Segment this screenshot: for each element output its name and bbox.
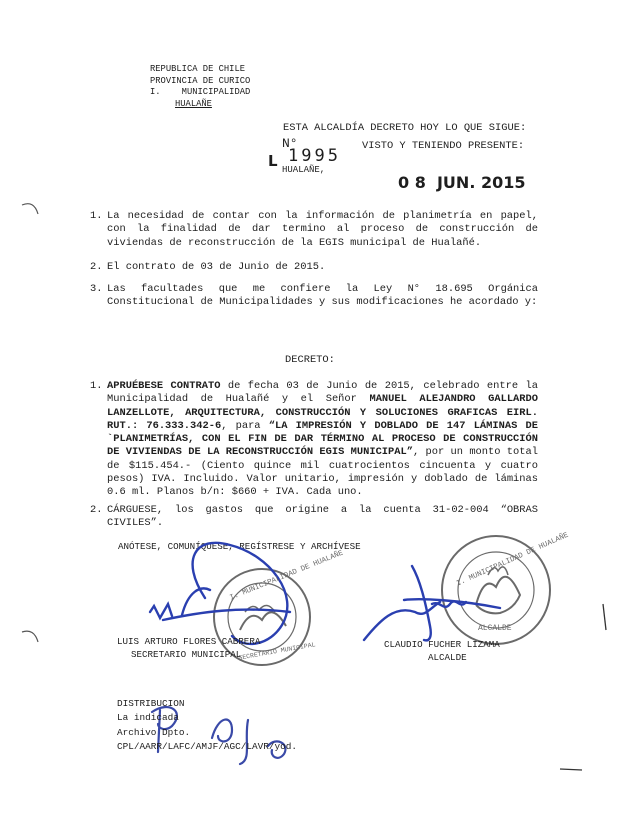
letterhead-municipality: I. MUNICIPALIDAD <box>150 87 251 97</box>
contract-amount-text: , por un monto total de $115.454.- (Ciento quince mil cuatrocientos cincuenta y cuatro pesos) IVA. Incluido. Valor unitario, impresión y doblado de láminas 0.6 ml. Planos b/n: $660 + IVA. Cada uno. <box>107 446 538 499</box>
mayor-title: ALCALDE <box>428 651 467 663</box>
secretary-name: LUIS ARTURO FLORES CABRERA <box>117 636 261 647</box>
anotese-line: ANÓTESE, COMUNÍQUESE, REGÍSTRESE Y ARCHÍVESE <box>118 541 361 552</box>
binder-mark-bottom <box>22 631 38 642</box>
distribution-line: La indicada <box>117 712 179 724</box>
distribution-line: Archivo Dpto. <box>117 726 191 738</box>
consideration-text: Las facultades que me confiere la Ley N° 18.695 Orgánica Constitucional de Municipalidades y sus modificaciones he acordado y: <box>107 283 538 309</box>
contract-date-text: de fecha 03 de Junio de 2015, celebrado entre la Municipalidad de Hualañé y el Señor <box>107 380 538 406</box>
decree-item-number: 1. <box>90 380 103 392</box>
decree-intro: ESTA ALCALDÍA DECRETO HOY LO QUE SIGUE: <box>283 122 527 134</box>
decree-item-number: 2. <box>90 504 103 516</box>
decree-item-text: CÁRGUESE, los gastos que origine a la cuenta 31-02-004 “OBRAS CIVILES”. <box>107 504 538 530</box>
right-stamp-bottom <box>478 624 512 633</box>
secretary-signature-block <box>117 636 260 661</box>
consideration-number: 2. <box>90 261 103 273</box>
para-text: , para <box>221 419 269 432</box>
right-stamp-bottom-text: ALCALDE <box>478 624 512 633</box>
distribution-block <box>117 697 297 755</box>
margin-mark-right <box>603 604 606 630</box>
binder-mark-top <box>22 204 38 214</box>
consideration-text: El contrato de 03 de Junio de 2015. <box>107 261 326 273</box>
secretary-title: SECRETARIO MUNICIPAL <box>131 648 242 660</box>
decree-date-stamp: 0 8 JUN. 2015 <box>398 173 526 192</box>
left-stamp-bottom-text: SECRETARIO MUNICIPAL <box>237 641 317 662</box>
distribution-line: CPL/AARR/LAFC/AMJF/AGC/LAVR/yod. <box>117 741 298 753</box>
consideration-number: 1. <box>90 210 103 222</box>
approve-contract: APRUÉBESE CONTRATO <box>107 380 221 392</box>
consideration-number: 3. <box>90 283 103 295</box>
distribution-title: DISTRIBUCION <box>117 698 185 709</box>
decree-number-label: N° <box>282 136 298 151</box>
mayor-name: CLAUDIO FUCHER LIZAMA <box>384 639 500 650</box>
consideration-text: La necesidad de contar con la información de planimetría en papel, con la finalidad de dar termino al proceso de construcción de viviendas de reconstrucción de la EGIS municipal de Hualañé. <box>107 210 538 249</box>
place-label: HUALAÑE, <box>282 165 326 175</box>
visto-label: VISTO Y TENIENDO PRESENTE: <box>362 140 525 152</box>
right-stamp-top-text: I. MUNICIPALIDAD DE HUALAÑE <box>455 531 570 589</box>
contract-object: “LA IMPRESIÓN Y DOBLADO DE 147 LÁMINAS DE `PLANIMETRÍAS, CON EL FIN DE DAR TÉRMINO AL PROCESO DE CONSTRUCCIÓN DE VIVIENDAS DE LA RECONSTRUCCIÓN EGIS MUNICIPAL” <box>107 419 538 459</box>
letterhead-province: PROVINCIA DE CURICO <box>150 75 251 86</box>
left-stamp-top-text: I. MUNICIPALIDAD DE HUALAÑE <box>228 549 345 603</box>
decree-number-prefix: L <box>268 152 278 170</box>
letterhead-city: HUALAÑE <box>175 98 212 109</box>
decree-number: 1995 <box>288 146 341 166</box>
margin-mark-bottom <box>560 769 582 770</box>
mayor-signature-block <box>384 639 500 664</box>
contractor-name: MANUEL ALEJANDRO GALLARDO LANZELLOTE, ARQUITECTURA, CONSTRUCCIÓN Y SOLUCIONES GRAFICAS EIRL. RUT.: 76.333.342-6 <box>107 393 538 432</box>
letterhead-country: REPUBLICA DE CHILE <box>150 64 246 74</box>
decreto-title: DECRETO: <box>285 354 335 366</box>
